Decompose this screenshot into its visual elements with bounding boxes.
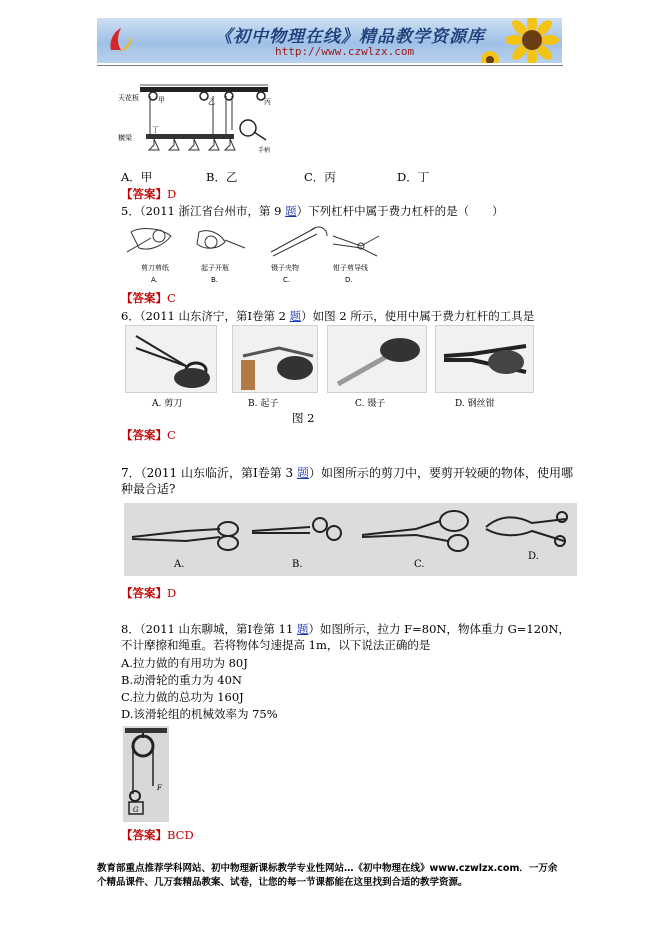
q7-link[interactable]: 题 [297,466,310,480]
q5-answer: 【答案】C [121,291,176,305]
q7-question-line2: 种最合适? [121,482,176,496]
q6-caption-d: D. 钢丝钳 [455,399,495,409]
header-rule [97,65,563,66]
label-ding: 丁 [152,126,159,134]
label-jia: 甲 [158,96,165,104]
header-banner [97,18,562,63]
footer-line2: 个精品课件、几万套精品教案、试卷，让您的每一节课都能在这里找到合适的教学资源。 [97,877,468,888]
q8-answer: 【答案】BCD [121,828,194,842]
q6-figure-label: 图 2 [292,411,315,425]
q8-option-c: C.拉力做的总功为 160J [121,690,244,704]
q4-option-b: B．乙 [206,170,238,184]
label-yi: 乙 [208,98,215,106]
q6-photo-bottle-opener [232,325,318,393]
q5-question: 5．（2011 浙江省台州市，第 9 题）下列杠杆中属于费力杠杆的是（ ） [121,204,504,218]
q6-link[interactable]: 题 [289,309,302,323]
q6-answer: 【答案】C [121,428,176,442]
q6-photo-pliers [435,325,534,393]
q7-question-line1: 7．（2011 山东临沂，第Ⅰ卷第 3 题）如图所示的剪刀中，要剪开较硬的物体，使用哪 [121,466,574,480]
q5-caption-a: 剪刀剪纸 [141,264,169,272]
label-bing: 丙 [264,98,271,106]
q8-option-b: B.动滑轮的重力为 40N [121,673,242,687]
site-url[interactable]: http://www.czwlzx.com [275,45,415,58]
q7-letter-c: C. [414,559,425,570]
q6-caption-c: C. 镊子 [355,399,386,409]
q5-lever-figures [121,222,386,288]
q8-option-a: A.拉力做的有用功为 80J [121,656,248,670]
q8-question-line2: 不计摩擦和绳重。若将物体匀速提高 1m，以下说法正确的是 [121,638,431,652]
footer-line1: 教育部重点推荐学科网站、初中物理新课标教学专业性网站…《初中物理在线》www.czwlzx.com．一万余 [97,863,558,874]
q5-letter-b: B. [211,276,219,284]
q6-photo-tweezers [327,325,427,393]
q7-letter-a: A. [174,559,185,570]
ceiling-label: 天花板 [118,94,139,102]
q8-weight-label: G [133,806,139,814]
q4-option-d: D．丁 [397,170,430,184]
q7-letter-b: B. [292,559,303,570]
q5-caption-d: 钳子剪导线 [333,264,368,272]
q8-pulley-figure [123,726,169,822]
q4-option-a: A．甲 [121,170,153,184]
sunflower-icon [476,18,562,63]
q6-question: 6．（2011 山东济宁，第Ⅰ卷第 2 题）如图 2 所示，使用中属于费力杠杆的工具是 [121,309,535,323]
q7-scissors-figure [124,503,577,576]
q5-link[interactable]: 题 [285,204,297,218]
q5-caption-c: 镊子夹物 [271,264,299,272]
site-title: 《初中物理在线》精品教学资源库 [215,27,485,47]
q8-link[interactable]: 题 [296,622,309,636]
q6-caption-b: B. 起子 [248,399,279,409]
site-logo-icon [105,24,135,56]
handle-label: 手柄 [258,147,271,154]
q6-caption-a: A. 剪刀 [152,399,183,409]
q5-caption-b: 起子开瓶 [201,264,229,272]
q4-option-c: C．丙 [304,170,336,184]
q5-letter-c: C. [283,276,291,284]
clothes-rack-figure [118,82,278,168]
q4-answer: 【答案】D [121,187,177,201]
q8-option-d: D.该滑轮组的机械效率为 75% [121,707,278,721]
q7-letter-d: D. [528,551,539,562]
q7-answer: 【答案】D [121,586,177,600]
beam-label: 横梁 [118,134,132,142]
q5-letter-d: D. [345,276,353,284]
q5-letter-a: A. [151,276,158,284]
q8-force-label: F [157,784,162,792]
q8-question-line1: 8．（2011 山东聊城，第Ⅰ卷第 11 题）如图所示，拉力 F=80N，物体重力 G=120N， [121,622,570,636]
q6-photo-scissors [125,325,217,393]
